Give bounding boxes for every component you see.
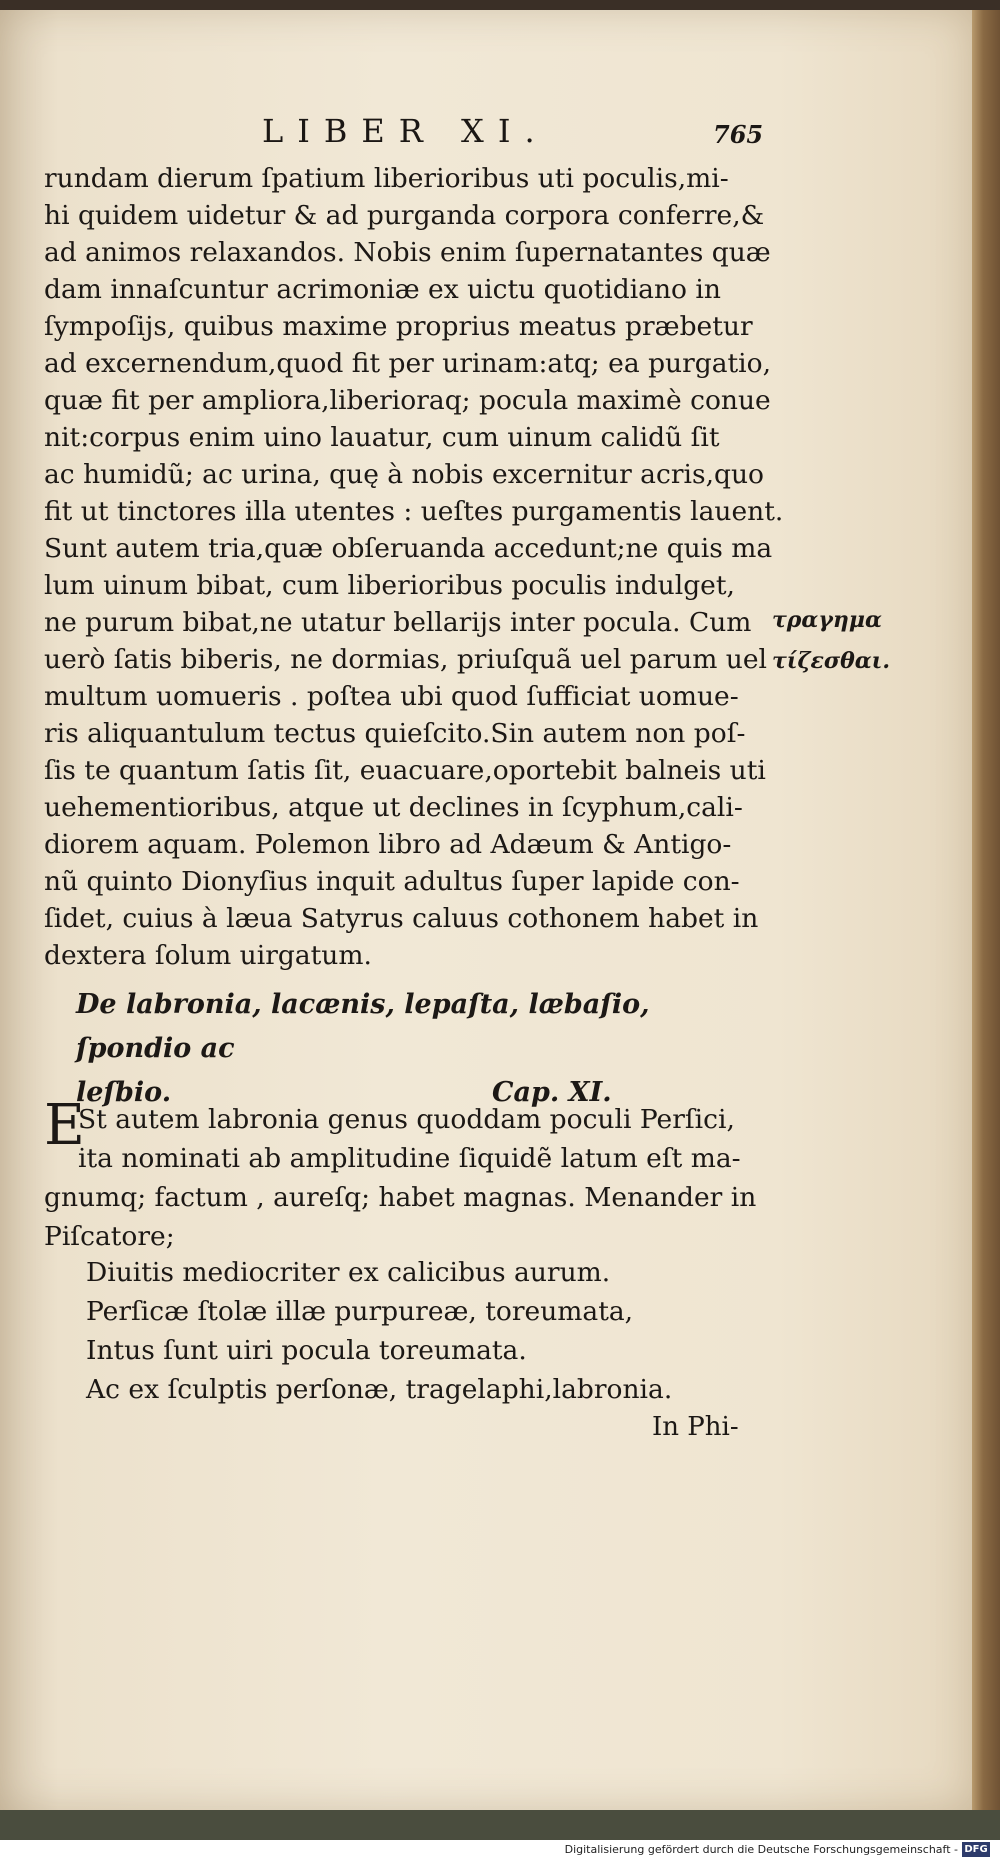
chapter-title: De labronia, lacænis, lepaſta, læbaſio, ſpondio ac bbox=[76, 989, 650, 1064]
scan-bottom-band bbox=[0, 1810, 1000, 1840]
digitization-credit: Digitalisierung gefördert durch die Deutsche Forschungsgemeinschaft - bbox=[564, 1843, 958, 1856]
catchword: In Phi- bbox=[652, 1412, 739, 1442]
page-edge bbox=[972, 10, 1000, 1810]
text-line: diorem aquam. Polemon libro ad Adæum & Antigo- bbox=[44, 829, 732, 860]
drop-cap: E bbox=[44, 1093, 85, 1158]
verse-line: Intus ſunt uiri pocula toreumata. bbox=[86, 1335, 527, 1366]
marginal-notes bbox=[772, 600, 890, 682]
text-line: Sunt autem tria,quæ obſeruanda accedunt;ne quis ma bbox=[44, 533, 773, 564]
running-head: LIBER XI. bbox=[262, 112, 549, 150]
marginal-note: τίζεσθαι. bbox=[772, 648, 890, 674]
chapter-heading bbox=[76, 983, 756, 1115]
text-line: ſympoſijs, quibus maxime proprius meatus præbetur bbox=[44, 311, 753, 342]
text-line: uehementioribus, atque ut declines in ſcyphum,cali- bbox=[44, 792, 743, 823]
body-text bbox=[44, 160, 784, 974]
chapter-body bbox=[44, 1093, 764, 1256]
verse-line: Ac ex ſculptis perſonæ, tragelaphi,labronia. bbox=[86, 1374, 673, 1405]
text-line: St autem labronia genus quoddam poculi Perſici, bbox=[78, 1104, 735, 1135]
verse-quotation bbox=[86, 1253, 766, 1409]
verse-line: Diuitis mediocriter ex calicibus aurum. bbox=[86, 1257, 611, 1288]
text-line: ad animos relaxandos. Nobis enim ſupernatantes quæ bbox=[44, 237, 771, 268]
text-line: ſis te quantum ſatis ſit, euacuare,oportebit balneis uti bbox=[44, 755, 766, 786]
text-line: nũ quinto Dionyſius inquit adultus ſuper lapide con- bbox=[44, 866, 740, 897]
page-number: 765 bbox=[713, 120, 764, 149]
text-line: ad excernendum,quod fit per urinam:atq; ea purgatio, bbox=[44, 348, 772, 379]
text-line: rundam dierum ſpatium liberioribus uti poculis,mi- bbox=[44, 163, 729, 194]
text-line: dam innaſcuntur acrimoniæ ex uictu quotidiano in bbox=[44, 274, 721, 305]
text-line: hi quidem uidetur & ad purganda corpora conferre,& bbox=[44, 200, 765, 231]
text-line: ita nominati ab amplitudine ſiquidẽ latum eſt ma- bbox=[78, 1143, 741, 1174]
dfg-logo: DFG bbox=[962, 1842, 990, 1857]
text-line: fit ut tinctores illa utentes : ueſtes purgamentis lauent. bbox=[44, 496, 784, 527]
text-line: ne purum bibat,ne utatur bellarijs inter pocula. Cum bbox=[44, 607, 752, 638]
text-line: ſidet, cuius à læua Satyrus caluus cothonem habet in bbox=[44, 903, 759, 934]
text-line: Piſcatore; bbox=[44, 1221, 175, 1252]
chapter-number: Cap. XI. bbox=[492, 1077, 612, 1108]
text-line: uerò ſatis biberis, ne dormias, priuſquã uel parum uel bbox=[44, 644, 767, 675]
text-line: gnumq; factum , aureſq; habet magnas. Menander in bbox=[44, 1182, 757, 1213]
text-line: ris aliquantulum tectus quieſcito.Sin autem non poſ- bbox=[44, 718, 746, 749]
text-line: dextera ſolum uirgatum. bbox=[44, 940, 372, 971]
marginal-note: τραγημα bbox=[772, 607, 882, 633]
text-line: multum uomueris . poſtea ubi quod ſufficiat uomue- bbox=[44, 681, 739, 712]
chapter-title-continued: leſbio. bbox=[76, 1077, 172, 1108]
text-line: nit:corpus enim uino lauatur, cum uinum calidũ ſit bbox=[44, 422, 720, 453]
text-line: quæ fit per ampliora,liberioraq; pocula maximè conue bbox=[44, 385, 771, 416]
text-line: lum uinum bibat, cum liberioribus poculis indulget, bbox=[44, 570, 735, 601]
verse-line: Perſicæ ſtolæ illæ purpureæ, toreumata, bbox=[86, 1296, 634, 1327]
text-line: ac humidũ; ac urina, quę à nobis excernitur acris,quo bbox=[44, 459, 764, 490]
